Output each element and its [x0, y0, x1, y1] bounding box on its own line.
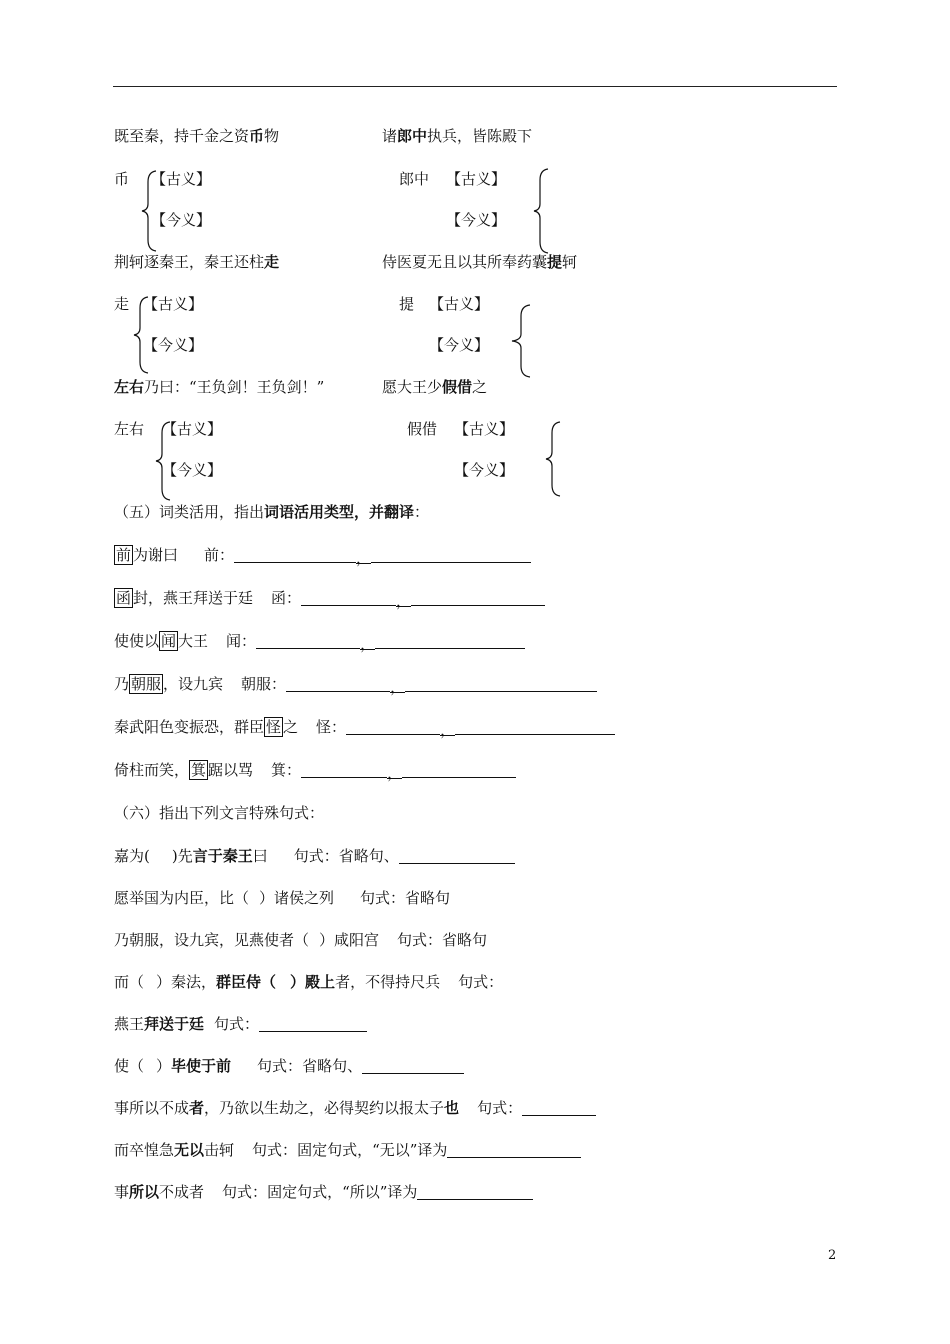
sentence-pattern-row: 而卒惶急无以击轲 句式：固定句式，“无以”译为 — [114, 1140, 581, 1160]
gu-yi-label: 【古义】 — [454, 420, 515, 438]
gu-yi-label: 【古义】 — [143, 295, 204, 313]
jin-yi-label: 【今义】 — [162, 461, 223, 479]
answer-blank[interactable] — [301, 762, 387, 778]
left-brace-icon — [154, 421, 174, 501]
sentence-zuoyou: 左右乃曰：“王负剑！王负剑！” — [114, 378, 325, 396]
highlight-box: 怪 — [266, 718, 282, 736]
exercise-row: 函 封，燕王拜送于廷 函： ， — [114, 588, 545, 608]
sentence-pattern-row: 使（ ）毕使于前 句式：省略句、 — [114, 1056, 464, 1076]
right-brace-icon — [532, 168, 552, 254]
sentence-bi: 既至秦，持千金之资币物 — [114, 127, 280, 145]
sentence-pattern-row: 事所以不成者，乃欲以生劫之，必得契约以报太子也 句式： — [114, 1098, 596, 1118]
page-number: 2 — [828, 1248, 837, 1263]
sentence-pattern-row: 嘉为( )先言于秦王曰 句式：省略句、 — [114, 846, 515, 866]
exercise-row: 使使以 闻 大王 闻： ， — [114, 631, 525, 651]
answer-blank[interactable] — [417, 1184, 533, 1200]
gu-yi-label: 【古义】 — [162, 420, 223, 438]
jin-yi-label: 【今义】 — [454, 461, 515, 479]
answer-blank[interactable] — [234, 547, 356, 563]
left-brace-icon — [544, 421, 564, 497]
header-rule — [113, 86, 837, 87]
section-six-title: （六）指出下列文言特殊句式： — [114, 804, 325, 822]
sentence-jiajie: 愿大王少假借之 — [382, 378, 488, 396]
label-zou: 走 — [114, 295, 130, 313]
label-jiajie: 假借 — [407, 420, 438, 438]
sentence-pattern-row: 燕王拜送于廷 句式： — [114, 1014, 367, 1034]
exercise-row: 秦武阳色变振恐，群臣 怪 之 怪： ， — [114, 717, 615, 737]
answer-blank[interactable] — [411, 590, 545, 606]
label-langzhong: 郎中 — [399, 170, 430, 188]
answer-blank[interactable] — [447, 1142, 581, 1158]
answer-blank[interactable] — [455, 719, 615, 735]
sentence-langzhong: 诸郎中执兵，皆陈殿下 — [382, 127, 533, 145]
highlight-box: 朝服 — [131, 675, 162, 693]
sentence-zou: 荆轲逐秦王，秦王还柱走 — [114, 253, 280, 271]
highlight-box: 函 — [116, 589, 132, 607]
sentence-pattern-row: 愿举国为内臣，比（ ）诸侯之列 句式：省略句 — [114, 889, 451, 907]
answer-blank[interactable] — [399, 848, 515, 864]
highlight-box: 前 — [116, 546, 132, 564]
exercise-row: 倚柱而笑， 箕 踞以骂 箕： ， — [114, 760, 516, 780]
highlight-box: 箕 — [191, 761, 207, 779]
highlight-box: 闻 — [161, 632, 177, 650]
jin-yi-label: 【今义】 — [143, 336, 204, 354]
jin-yi-label: 【今义】 — [429, 336, 490, 354]
answer-blank[interactable] — [286, 676, 390, 692]
answer-blank[interactable] — [346, 719, 440, 735]
label-zuoyou: 左右 — [114, 420, 145, 438]
sentence-pattern-row: 而（ ）秦法，群臣侍（ ）殿上者，不得持尺兵 句式： — [114, 973, 504, 991]
gu-yi-label: 【古义】 — [151, 170, 212, 188]
section-five-title: （五）词类活用，指出词语活用类型，并翻译： — [114, 503, 430, 521]
answer-blank[interactable] — [375, 633, 525, 649]
exercise-row: 乃 朝服 ，设九宾 朝服： ， — [114, 674, 597, 694]
answer-blank[interactable] — [362, 1058, 464, 1074]
left-brace-icon — [140, 170, 160, 252]
answer-blank[interactable] — [259, 1016, 367, 1032]
left-brace-icon — [508, 304, 534, 378]
answer-blank[interactable] — [301, 590, 396, 606]
gu-yi-label: 【古义】 — [429, 295, 490, 313]
sentence-ti: 侍医夏无且以其所奉药囊提轲 — [382, 253, 578, 271]
exercise-row: 前 为谢曰 前： ， — [114, 545, 531, 565]
sentence-pattern-row: 乃朝服，设九宾，见燕使者（ ）咸阳宫 句式：省略句 — [114, 931, 488, 949]
left-brace-icon — [132, 296, 152, 374]
answer-blank[interactable] — [256, 633, 360, 649]
jin-yi-label: 【今义】 — [151, 211, 212, 229]
answer-blank[interactable] — [402, 762, 516, 778]
gu-yi-label: 【古义】 — [446, 170, 507, 188]
label-ti: 提 — [399, 295, 415, 313]
label-bi: 币 — [114, 170, 130, 188]
answer-blank[interactable] — [371, 547, 531, 563]
answer-blank[interactable] — [405, 676, 597, 692]
jin-yi-label: 【今义】 — [446, 211, 507, 229]
answer-blank[interactable] — [522, 1100, 596, 1116]
sentence-pattern-row: 事所以不成者 句式：固定句式，“所以”译为 — [114, 1182, 533, 1202]
